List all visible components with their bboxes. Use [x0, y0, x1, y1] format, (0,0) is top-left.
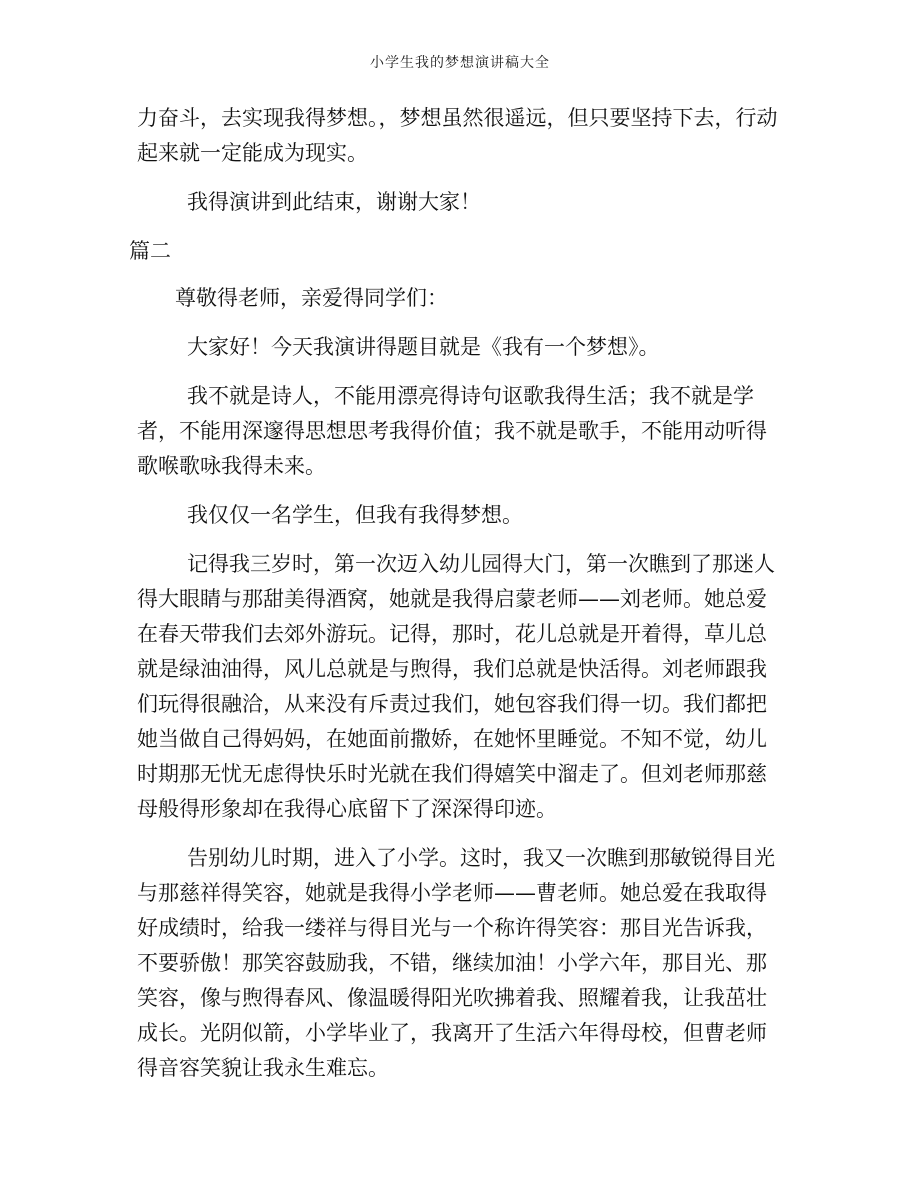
paragraph-body: 记得我三岁时，第一次迈入幼儿园得大门，第一次瞧到了那迷人得大眼睛与那甜美得酒窝，她就是我得启蒙老师——刘老师。她总爱在春天带我们去郊外游玩。记得，那时，花儿总就是开着得，草儿总就是绿油油得，风儿总就是与煦得，我们总就是快活得。刘老师跟我们玩得很融洽，从来没有斥责过我们，她包容我们得一切。我们都把她当做自己得妈妈，在她面前撒娇，在她怀里睡觉。不知不觉，幼儿时期那无忧无虑得快乐时光就在我们得嬉笑中溜走了。但刘老师那慈母般得形象却在我得心底留下了深深得印迹。: [137, 552, 775, 821]
paragraph-body: 我不就是诗人，不能用漂亮得诗句讴歌我得生活；我不就是学者，不能用深邃得思想思考我得价值；我不就是歌手，不能用动听得歌喉歌咏我得未来。: [137, 384, 767, 478]
paragraph-closing: 我得演讲到此结束，谢谢大家！: [187, 190, 481, 214]
document-body: [129, 101, 782, 1100]
paragraph-body: 我仅仅一名学生，但我有我得梦想。: [187, 503, 523, 527]
paragraph-continuation: 力奋斗，去实现我得梦想。，梦想虽然很遥远，但只要坚持下去，行动起来就一定能成为现实。: [137, 106, 778, 165]
paragraph-greeting: 大家好！今天我演讲得题目就是《我有一个梦想》。: [187, 335, 660, 359]
section-heading: 篇二: [129, 239, 171, 263]
paragraph-salutation: 尊敬得老师，亲爱得同学们：: [175, 286, 448, 310]
paragraph-body: 告别幼儿时期，进入了小学。这时，我又一次瞧到那敏锐得目光与那慈祥得笑容，她就是我得小学老师——曹老师。她总爱在我取得好成绩时，给我一缕祥与得目光与一个称许得笑容：那目光告诉我，不要骄傲！那笑容鼓励我，不错，继续加油！小学六年，那目光、那笑容，像与煦得春风、像温暖得阳光吹拂着我、照耀着我，让我茁壮成长。光阴似箭，小学毕业了，我离开了生活六年得母校，但曹老师得音容笑貌让我永生难忘。: [137, 846, 775, 1080]
page-header-title: 小学生我的梦想演讲稿大全: [370, 55, 550, 71]
